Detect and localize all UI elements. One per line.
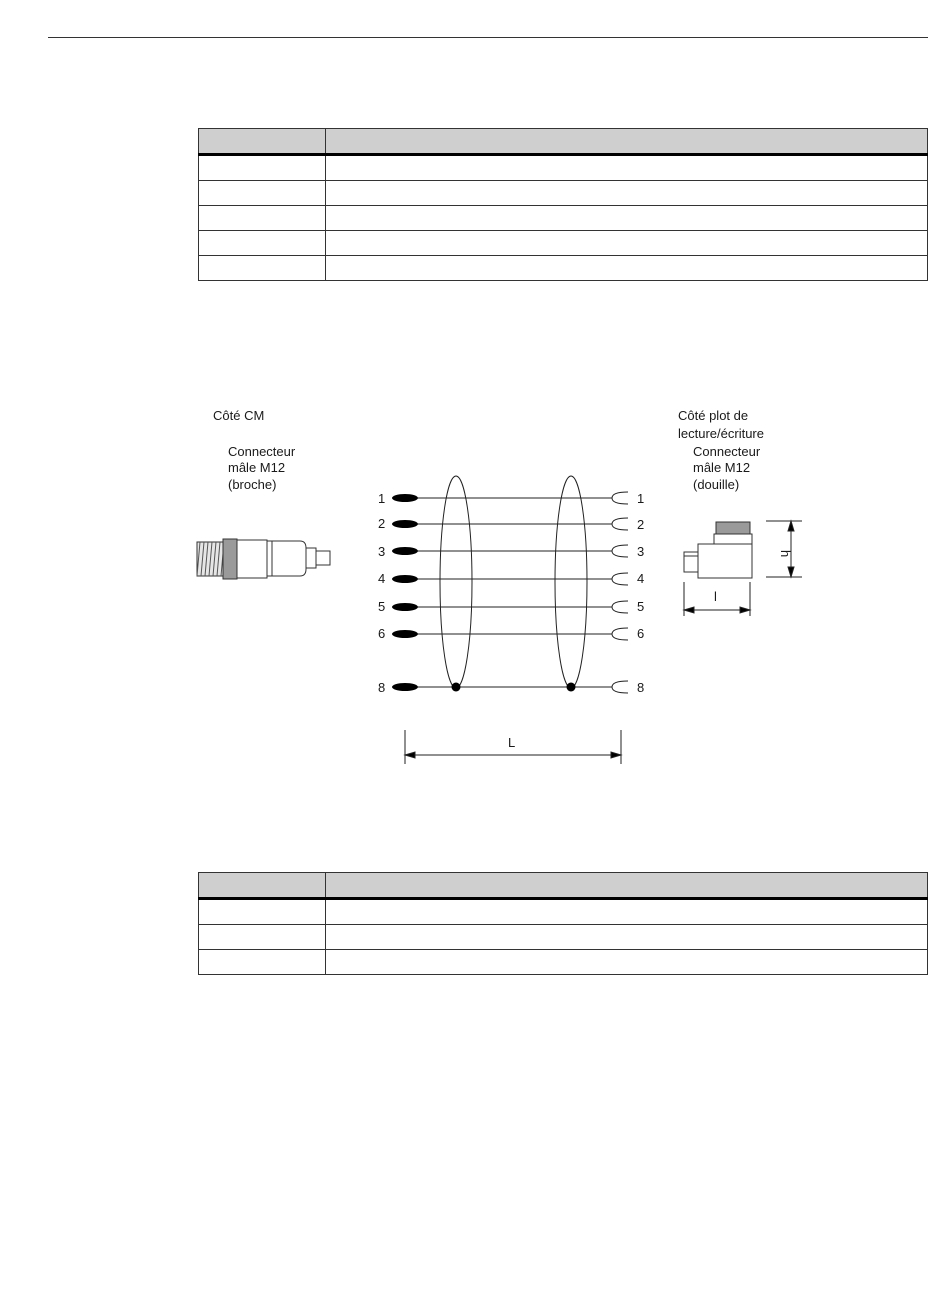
table-row <box>199 950 928 975</box>
left-connector-label: Connecteur <box>228 444 296 459</box>
pin-label: 4 <box>637 571 645 586</box>
wire-lines <box>418 498 612 687</box>
pin-label: 1 <box>637 491 645 506</box>
pin-label: 2 <box>378 516 386 531</box>
right-side-title: Côté plot de <box>678 408 749 423</box>
left-side-title: Côté CM <box>213 408 265 423</box>
spec-table-2 <box>198 872 928 975</box>
pin-label: 4 <box>378 571 386 586</box>
table-cell <box>199 899 326 925</box>
right-connector-label: (douille) <box>693 477 740 492</box>
width-label: l <box>714 589 717 604</box>
height-dimension <box>766 521 802 577</box>
left-connector-label: mâle M12 <box>228 460 286 475</box>
pin-label: 5 <box>637 599 645 614</box>
right-connector-label: mâle M12 <box>693 460 751 475</box>
left-connector-label: (broche) <box>228 477 277 492</box>
right-side-title: lecture/écriture <box>678 426 764 441</box>
shield-connection-dot <box>452 683 461 692</box>
table-header-row <box>199 873 928 899</box>
width-dimension <box>684 582 750 616</box>
left-pin-ends <box>392 494 418 691</box>
table-cell <box>199 925 326 950</box>
cable-shield-loop <box>555 476 587 688</box>
table-row <box>199 899 928 925</box>
pin-label: 3 <box>378 544 386 559</box>
pin-label: 6 <box>637 626 645 641</box>
cable-shield-loop <box>440 476 472 688</box>
pin-label: 8 <box>637 680 645 695</box>
table-cell <box>326 925 928 950</box>
pin-label: 8 <box>378 680 386 695</box>
table-cell <box>326 950 928 975</box>
table-row <box>199 925 928 950</box>
pin-label: 5 <box>378 599 386 614</box>
shield-connection-dot <box>567 683 576 692</box>
pin-label: 2 <box>637 517 645 532</box>
right-socket-ends <box>612 492 628 693</box>
right-connector-label: Connecteur <box>693 444 761 459</box>
length-label: L <box>508 735 516 750</box>
table-cell <box>199 950 326 975</box>
pin-label: 6 <box>378 626 386 641</box>
straight-m12-connector-icon <box>197 539 330 579</box>
pin-label: 1 <box>378 491 386 506</box>
pin-label: 3 <box>637 544 645 559</box>
angled-m12-connector-icon <box>684 522 752 578</box>
table-header-cell <box>326 873 928 899</box>
table-header-cell <box>199 873 326 899</box>
table-cell <box>326 899 928 925</box>
height-label: h <box>778 550 793 558</box>
